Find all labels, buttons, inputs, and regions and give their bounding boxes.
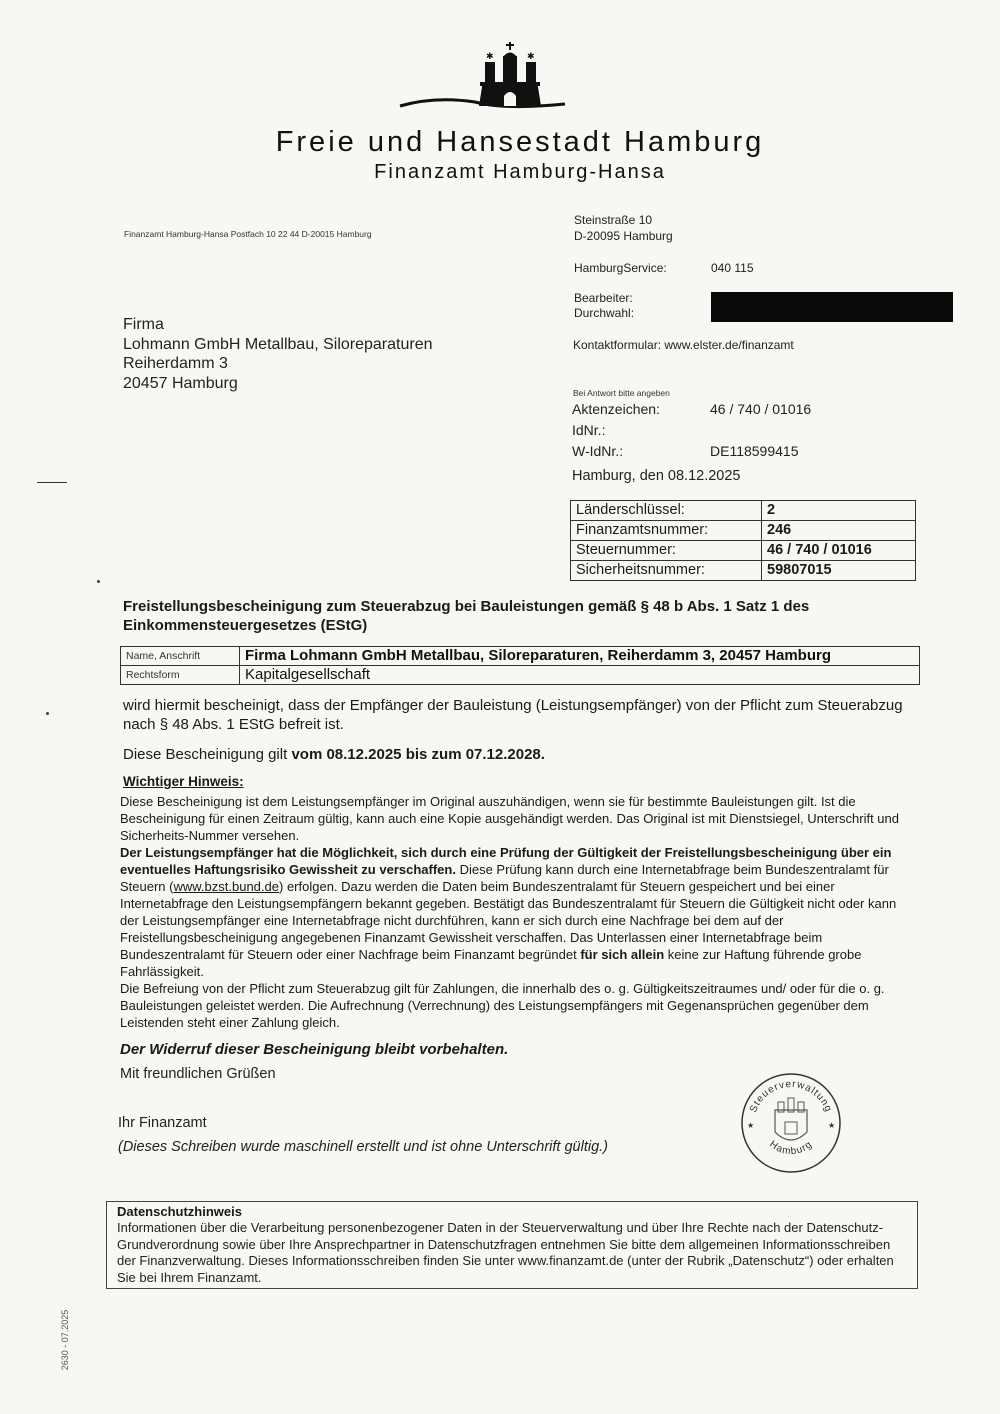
reference-label: Aktenzeichen: bbox=[572, 401, 660, 417]
recipient-line: Firma bbox=[123, 316, 164, 333]
id-label: Länderschlüssel: bbox=[571, 501, 762, 521]
privacy-notice-box bbox=[106, 1201, 918, 1289]
durchwahl-label: Durchwahl: bbox=[574, 306, 635, 320]
certification-text: wird hiermit bescheinigt, dass der Empfänger der Bauleistung (Leistungsempfänger) von der Pflicht zum Steuerabzug nach § 48 Abs. 1 EStG befreit ist. bbox=[123, 697, 903, 733]
bzst-link[interactable]: www.bzst.bund.de bbox=[173, 879, 279, 894]
table-row bbox=[571, 521, 916, 541]
id-value: 59807015 bbox=[762, 561, 916, 581]
machine-generated-note: (Dieses Schreiben wurde maschinell erstellt und ist ohne Unterschrift gültig.) bbox=[118, 1139, 608, 1155]
svg-text:★: ★ bbox=[747, 1121, 755, 1130]
table-row bbox=[571, 561, 916, 581]
name-value: Firma Lohmann GmbH Metallbau, Siloreparaturen, Reiherdamm 3, 20457 Hamburg bbox=[240, 647, 920, 666]
svg-text:✱: ✱ bbox=[486, 51, 494, 61]
legal-form-value: Kapitalgesellschaft bbox=[240, 666, 920, 685]
reply-hint: Bei Antwort bitte angeben bbox=[573, 388, 670, 398]
authority-title: Freie und Hansestadt Hamburg bbox=[275, 126, 765, 158]
punch-mark bbox=[46, 712, 49, 715]
table-row bbox=[121, 647, 920, 666]
reference-value: 46 / 740 / 01016 bbox=[710, 401, 812, 417]
notice-text-span: keine zur Haftung führende grobe Fahrlässigkeit. bbox=[120, 947, 862, 979]
notice-text bbox=[120, 793, 915, 1031]
contact-form-link[interactable]: Kontaktformular: www.elster.de/finanzamt bbox=[573, 338, 794, 352]
table-row bbox=[571, 541, 916, 561]
recipient-table bbox=[120, 646, 920, 685]
letter-date: Hamburg, den 08.12.2025 bbox=[572, 468, 741, 484]
service-label: HamburgService: bbox=[574, 261, 667, 275]
redaction-bar bbox=[711, 292, 953, 322]
office-city: D-20095 Hamburg bbox=[574, 229, 673, 243]
id-label: Steuernummer: bbox=[571, 541, 762, 561]
reference-row bbox=[572, 443, 799, 464]
table-row bbox=[121, 666, 920, 685]
id-value: 2 bbox=[762, 501, 916, 521]
service-number: 040 115 bbox=[711, 261, 754, 275]
id-label: Sicherheitsnummer: bbox=[571, 561, 762, 581]
notice-text-span: ) erfolgen. Dazu werden die Daten beim Bundeszentralamt für Steuern gespeichert und bei einer Internetabfrage den Leistungsempfängern bekannt gegeben. Bestätigt das Bundeszentralamt für Steuern die Gültigkeit nicht oder kann der Leistungsempfänger eine Internetabfrage nicht durchführen, kann er sich durch eine Nachfrage bei dem auf der Freistellungsbescheinigung angegebenen Finanzamt Gewissheit verschaffen. Das Unterlassen einer Internetabfrage beim Bundeszentralamt für Steuern oder einer Nachfrage beim Finanzamt begründet bbox=[120, 879, 897, 962]
validity-dates: vom 08.12.2025 bis zum 07.12.2028. bbox=[291, 746, 545, 763]
notice-bold: Der Leistungsempfänger hat die Möglichkeit, sich durch eine Prüfung der Gültigkeit der Freistellungsbescheinigung über ein eventuelles Haftungsrisiko Gewissheit zu verschaffen. bbox=[120, 845, 892, 877]
reference-label: IdNr.: bbox=[572, 422, 606, 438]
reference-row bbox=[572, 401, 812, 422]
form-code: 2630 - 07.2025 bbox=[60, 1309, 70, 1371]
recipient-address bbox=[123, 315, 433, 393]
id-label: Finanzamtsnummer: bbox=[571, 521, 762, 541]
table-row bbox=[571, 501, 916, 521]
reference-block bbox=[572, 401, 812, 464]
reference-row bbox=[572, 422, 660, 443]
legal-form-label: Rechtsform bbox=[121, 666, 240, 685]
certificate-heading: Freistellungsbescheinigung zum Steuerabzug bei Bauleistungen gemäß § 48 b Abs. 1 Satz 1 des Einkommensteuergesetzes (EStG) bbox=[123, 598, 810, 634]
notice-paragraph: Die Befreiung von der Pflicht zum Steuerabzug gilt für Zahlungen, die innerhalb des o. g. Gültigkeitszeitraumes und/ oder für die o. g. Bauleistungen geleistet werden. Die Aufrechnung (Verrechnung) des Leistungsempfängers mit Gegenansprüchen gegenüber dem Leistenden steht einer Zahlung gleich. bbox=[120, 981, 885, 1030]
notice-paragraph bbox=[120, 844, 915, 980]
svg-text:★: ★ bbox=[828, 1121, 836, 1130]
svg-text:Hamburg: Hamburg bbox=[767, 1138, 815, 1158]
official-seal-icon bbox=[738, 1072, 844, 1174]
recipient-line: 20457 Hamburg bbox=[123, 374, 238, 392]
svg-text:Steuerverwaltung: Steuerverwaltung bbox=[748, 1078, 834, 1115]
notice-paragraph: Diese Bescheinigung ist dem Leistungsempfänger im Original auszuhändigen, wenn sie für bestimmte Bauleistungen gilt. Ist die Bescheinigung für einen Zeitraum gültig, kann auch eine Kopie ausgehändigt werden. Das Original ist mit Dienstsiegel, Unterschrift und Sicherheits-Nummer versehen. bbox=[120, 794, 899, 843]
hamburg-service bbox=[574, 261, 754, 275]
office-address bbox=[574, 212, 673, 244]
clerk-info bbox=[574, 291, 634, 321]
privacy-text: Informationen über die Verarbeitung personenbezogener Daten in der Steuerverwaltung und über Ihre Rechte nach der Datenschutz-Grundverordnung sowie über Ihre Ansprechpartner in Datenschutzfragen entnehmen Sie bitte dem allgemeinen Informationsschreiben der Finanzverwaltung. Dieses Informationsschreiben finden Sie unter www.finanzamt.de (unter der Rubrik „Datenschutz“) oder erhalten Sie bei Ihrem Finanzamt. bbox=[117, 1220, 894, 1285]
id-value: 246 bbox=[762, 521, 916, 541]
validity-period bbox=[123, 746, 545, 763]
reference-label: W-IdNr.: bbox=[572, 443, 624, 459]
notice-text-span: Diese Prüfung kann durch eine Internetabfrage beim Bundeszentralamt für Steuern ( bbox=[120, 862, 889, 894]
reference-value: DE118599415 bbox=[710, 443, 799, 459]
return-address: Finanzamt Hamburg-Hansa Postfach 10 22 44 D-20015 Hamburg bbox=[124, 229, 372, 239]
signature: Ihr Finanzamt bbox=[118, 1115, 207, 1131]
tax-id-table bbox=[570, 500, 916, 581]
id-value: 46 / 740 / 01016 bbox=[762, 541, 916, 561]
privacy-heading: Datenschutzhinweis bbox=[117, 1204, 242, 1219]
notice-bold: für sich allein bbox=[580, 947, 665, 962]
revocation-note: Der Widerruf dieser Bescheinigung bleibt vorbehalten. bbox=[120, 1041, 509, 1058]
validity-prefix: Diese Bescheinigung gilt bbox=[123, 746, 292, 763]
notice-heading: Wichtiger Hinweis: bbox=[123, 774, 244, 789]
greeting: Mit freundlichen Grüßen bbox=[120, 1066, 276, 1082]
svg-text:✱: ✱ bbox=[527, 51, 535, 61]
speck bbox=[97, 580, 100, 583]
office-street: Steinstraße 10 bbox=[574, 213, 653, 227]
name-label: Name, Anschrift bbox=[121, 647, 240, 666]
bearbeiter-label: Bearbeiter: bbox=[574, 291, 633, 305]
recipient-line: Reiherdamm 3 bbox=[123, 355, 228, 372]
fold-mark bbox=[37, 482, 67, 483]
hamburg-coat-of-arms-icon bbox=[395, 40, 570, 115]
tax-office-name: Finanzamt Hamburg-Hansa bbox=[374, 161, 666, 183]
recipient-line: Lohmann GmbH Metallbau, Siloreparaturen bbox=[123, 335, 433, 353]
